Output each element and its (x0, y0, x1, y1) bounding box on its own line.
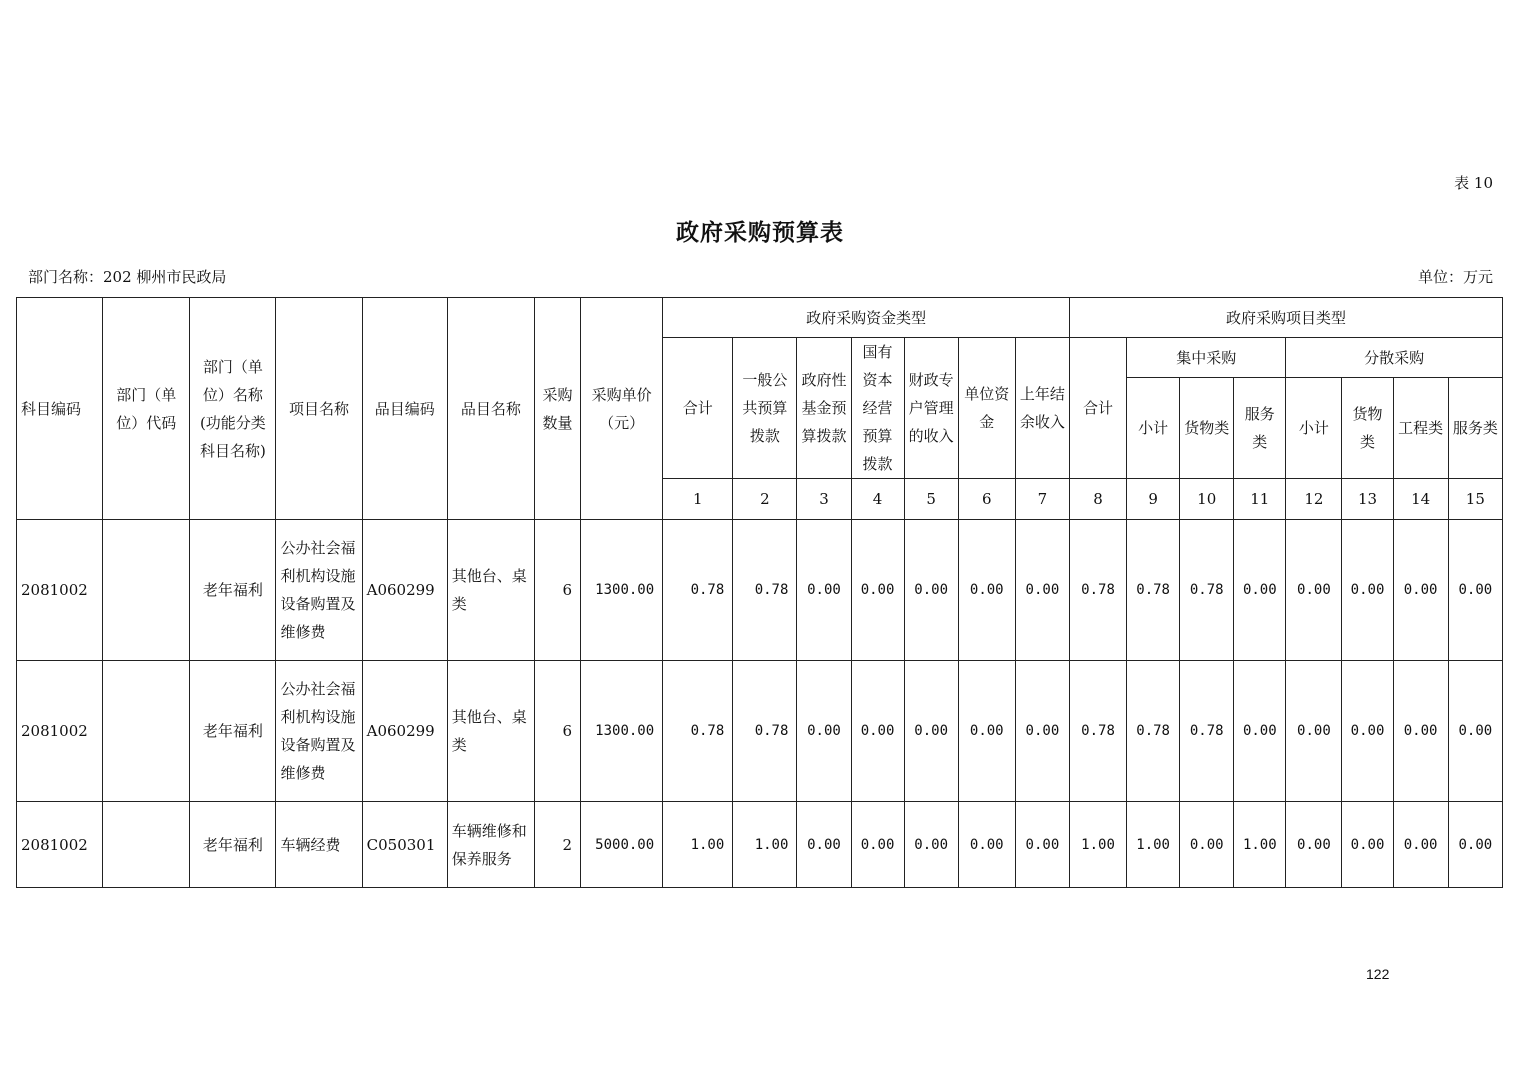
col-number: 9 (1127, 479, 1180, 520)
col-dispersed-subtotal: 小计 (1286, 378, 1342, 479)
cell-unit-price: 1300.00 (581, 520, 663, 661)
dispersed-procurement-group: 分散采购 (1286, 338, 1503, 378)
cell-value: 0.78 (663, 661, 733, 802)
col-number: 3 (797, 479, 851, 520)
col-subject-code: 科目编码 (17, 298, 103, 520)
cell-value: 0.00 (797, 802, 851, 888)
cell-item-name: 其他台、桌类 (447, 661, 534, 802)
project-type-group: 政府采购项目类型 (1069, 298, 1502, 338)
cell-value: 0.00 (1286, 661, 1342, 802)
cell-value: 0.00 (904, 661, 958, 802)
col-unit-code: 部门（单位）代码 (103, 298, 190, 520)
cell-project-name: 公办社会福利机构设施设备购置及维修费 (276, 520, 362, 661)
cell-value: 0.78 (1180, 661, 1234, 802)
col-state-capital: 国有资本经营预算拨款 (851, 338, 904, 479)
col-number: 13 (1342, 479, 1393, 520)
cell-value: 0.00 (958, 661, 1015, 802)
cell-value: 0.00 (904, 802, 958, 888)
page-number: 122 (1366, 966, 1390, 982)
cell-value: 0.00 (1448, 802, 1502, 888)
department-name: 部门名称：202 柳州市民政局 (28, 268, 227, 286)
col-number: 5 (904, 479, 958, 520)
col-unit-price: 采购单价（元） (581, 298, 663, 520)
cell-subject-code: 2081002 (17, 661, 103, 802)
table-row (17, 520, 1503, 661)
procurement-budget-table (16, 297, 1503, 888)
table-row (17, 802, 1503, 888)
cell-value: 0.00 (1393, 802, 1448, 888)
cell-unit-name: 老年福利 (190, 802, 276, 888)
cell-project-name: 公办社会福利机构设施设备购置及维修费 (276, 661, 362, 802)
fund-type-group: 政府采购资金类型 (663, 298, 1070, 338)
col-number: 6 (958, 479, 1015, 520)
col-last-year: 上年结余收入 (1015, 338, 1069, 479)
header-row-1 (17, 298, 1503, 338)
cell-value: 0.78 (663, 520, 733, 661)
col-item-code: 品目编码 (362, 298, 447, 520)
col-number: 8 (1069, 479, 1126, 520)
col-number: 1 (663, 479, 733, 520)
cell-item-name: 车辆维修和保养服务 (447, 802, 534, 888)
cell-value: 0.00 (1448, 661, 1502, 802)
cell-value: 0.00 (1286, 802, 1342, 888)
cell-item-code: A060299 (362, 520, 447, 661)
cell-item-code: A060299 (362, 661, 447, 802)
cell-value: 0.00 (1286, 520, 1342, 661)
cell-value: 0.78 (733, 520, 797, 661)
cell-subject-code: 2081002 (17, 520, 103, 661)
col-dispersed-service: 服务类 (1448, 378, 1502, 479)
col-quantity: 采购数量 (534, 298, 580, 520)
cell-quantity: 2 (534, 802, 580, 888)
cell-value: 0.78 (1127, 661, 1180, 802)
col-fiscal-special: 财政专户管理的收入 (904, 338, 958, 479)
cell-value: 0.00 (958, 520, 1015, 661)
col-gov-fund: 政府性基金预算拨款 (797, 338, 851, 479)
cell-value: 0.00 (1234, 520, 1286, 661)
cell-unit-code (103, 520, 190, 661)
cell-value: 0.00 (958, 802, 1015, 888)
cell-value: 0.00 (1393, 520, 1448, 661)
cell-value: 0.00 (1234, 661, 1286, 802)
cell-value: 0.00 (904, 520, 958, 661)
cell-value: 0.00 (1342, 661, 1393, 802)
cell-value: 1.00 (663, 802, 733, 888)
col-unit-name: 部门（单位）名称(功能分类科目名称) (190, 298, 276, 520)
cell-value: 0.00 (1015, 661, 1069, 802)
cell-value: 0.78 (1180, 520, 1234, 661)
cell-item-code: C050301 (362, 802, 447, 888)
cell-value: 0.00 (851, 802, 904, 888)
cell-value: 0.78 (1127, 520, 1180, 661)
col-number: 11 (1234, 479, 1286, 520)
col-project-total: 合计 (1069, 338, 1126, 479)
col-project-name: 项目名称 (276, 298, 362, 520)
col-dispersed-works: 工程类 (1393, 378, 1448, 479)
central-procurement-group: 集中采购 (1127, 338, 1286, 378)
table-row (17, 661, 1503, 802)
cell-value: 0.00 (1393, 661, 1448, 802)
cell-value: 0.78 (1069, 520, 1126, 661)
cell-value: 0.00 (1342, 802, 1393, 888)
cell-value: 0.00 (797, 661, 851, 802)
col-number: 4 (851, 479, 904, 520)
cell-value: 0.00 (851, 520, 904, 661)
cell-value: 0.00 (797, 520, 851, 661)
page-title: 政府采购预算表 (676, 219, 844, 246)
col-general-budget: 一般公共预算拨款 (733, 338, 797, 479)
cell-project-name: 车辆经费 (276, 802, 362, 888)
col-number: 10 (1180, 479, 1234, 520)
col-central-goods: 货物类 (1180, 378, 1234, 479)
cell-value: 0.00 (1180, 802, 1234, 888)
col-dispersed-goods: 货物类 (1342, 378, 1393, 479)
cell-value: 1.00 (733, 802, 797, 888)
col-number: 2 (733, 479, 797, 520)
unit-label: 单位：万元 (1417, 268, 1493, 286)
cell-value: 0.00 (1015, 520, 1069, 661)
cell-value: 0.00 (1448, 520, 1502, 661)
cell-value: 0.00 (1015, 802, 1069, 888)
cell-value: 1.00 (1069, 802, 1126, 888)
cell-unit-code (103, 802, 190, 888)
table-number: 表 10 (1454, 174, 1493, 192)
cell-unit-price: 5000.00 (581, 802, 663, 888)
col-fund-total: 合计 (663, 338, 733, 479)
cell-quantity: 6 (534, 661, 580, 802)
cell-unit-name: 老年福利 (190, 661, 276, 802)
cell-value: 0.78 (1069, 661, 1126, 802)
col-number: 7 (1015, 479, 1069, 520)
col-unit-fund: 单位资金 (958, 338, 1015, 479)
cell-value: 0.00 (851, 661, 904, 802)
cell-value: 1.00 (1234, 802, 1286, 888)
cell-value: 0.78 (733, 661, 797, 802)
col-number: 15 (1448, 479, 1502, 520)
cell-value: 0.00 (1342, 520, 1393, 661)
col-central-service: 服务类 (1234, 378, 1286, 479)
col-number: 12 (1286, 479, 1342, 520)
col-item-name: 品目名称 (447, 298, 534, 520)
col-central-subtotal: 小计 (1127, 378, 1180, 479)
cell-subject-code: 2081002 (17, 802, 103, 888)
cell-value: 1.00 (1127, 802, 1180, 888)
col-number: 14 (1393, 479, 1448, 520)
cell-unit-name: 老年福利 (190, 520, 276, 661)
cell-quantity: 6 (534, 520, 580, 661)
cell-item-name: 其他台、桌类 (447, 520, 534, 661)
cell-unit-code (103, 661, 190, 802)
cell-unit-price: 1300.00 (581, 661, 663, 802)
